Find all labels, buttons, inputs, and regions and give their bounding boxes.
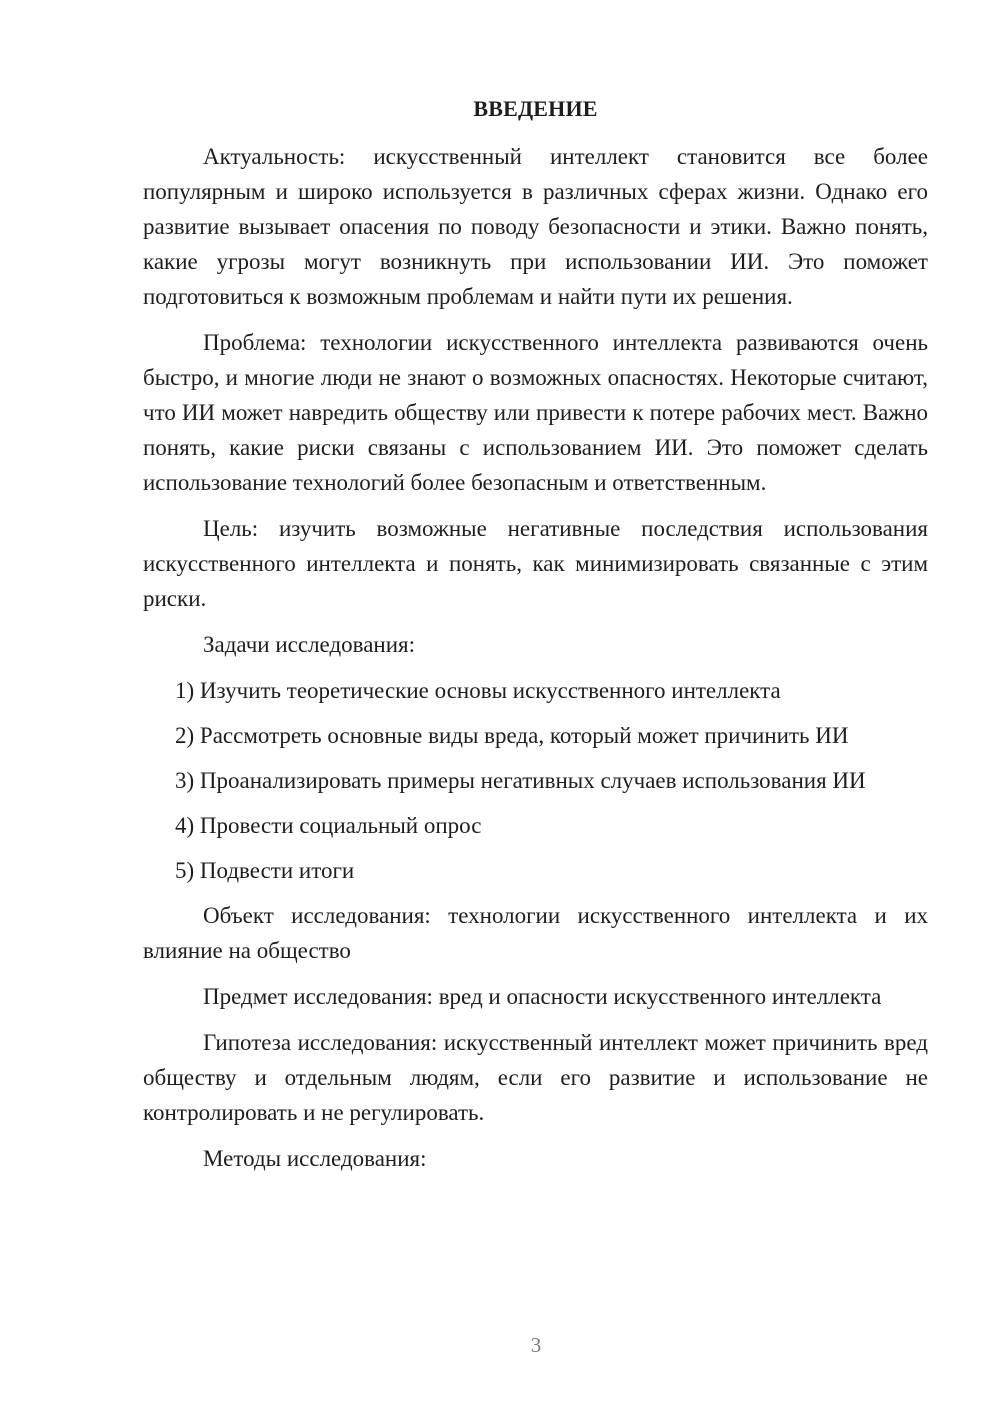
list-item: 2) Рассмотреть основные виды вреда, который может причинить ИИ [175, 723, 849, 748]
tasks-list [143, 673, 928, 888]
relevance-paragraph: Актуальность: искусственный интеллект становится все более популярным и широко используется в различных сферах жизни. Однако его развитие вызывает опасения по поводу безопасности и этики. Важно понять, какие угрозы могут возникнуть при использовании ИИ. Это поможет подготовиться к возможным проблемам и найти пути их решения. [143, 144, 928, 309]
list-item: 5) Подвести итоги [175, 858, 355, 883]
page-number: 3 [530, 1333, 542, 1357]
tasks-heading: Задачи исследования: [203, 632, 416, 657]
list-item: 4) Провести социальный опрос [175, 813, 482, 838]
subject-paragraph: Предмет исследования: вред и опасности искусственного интеллекта [203, 984, 882, 1009]
hypothesis-paragraph: Гипотеза исследования: искусственный интеллект может причинить вред обществу и отдельным людям, если его развитие и использование не контролировать и не регулировать. [143, 1030, 928, 1125]
goal-paragraph: Цель: изучить возможные негативные последствия использования искусственного интеллекта и понять, как минимизировать связанные с этим риски. [143, 516, 928, 611]
problem-paragraph: Проблема: технологии искусственного интеллекта развиваются очень быстро, и многие люди не знают о возможных опасностях. Некоторые считают, что ИИ может навредить обществу или привести к потере рабочих мест. Важно понять, какие риски связаны с использованием ИИ. Это поможет сделать использование технологий более безопасным и ответственным. [143, 330, 928, 495]
list-item: 3) Проанализировать примеры негативных случаев использования ИИ [175, 768, 866, 793]
page-content [143, 92, 928, 1187]
methods-heading: Методы исследования: [203, 1146, 427, 1171]
section-title: ВВЕДЕНИЕ [473, 96, 598, 121]
list-item: 1) Изучить теоретические основы искусственного интеллекта [175, 678, 781, 703]
object-paragraph: Объект исследования: технологии искусственного интеллекта и их влияние на общество [143, 903, 928, 963]
